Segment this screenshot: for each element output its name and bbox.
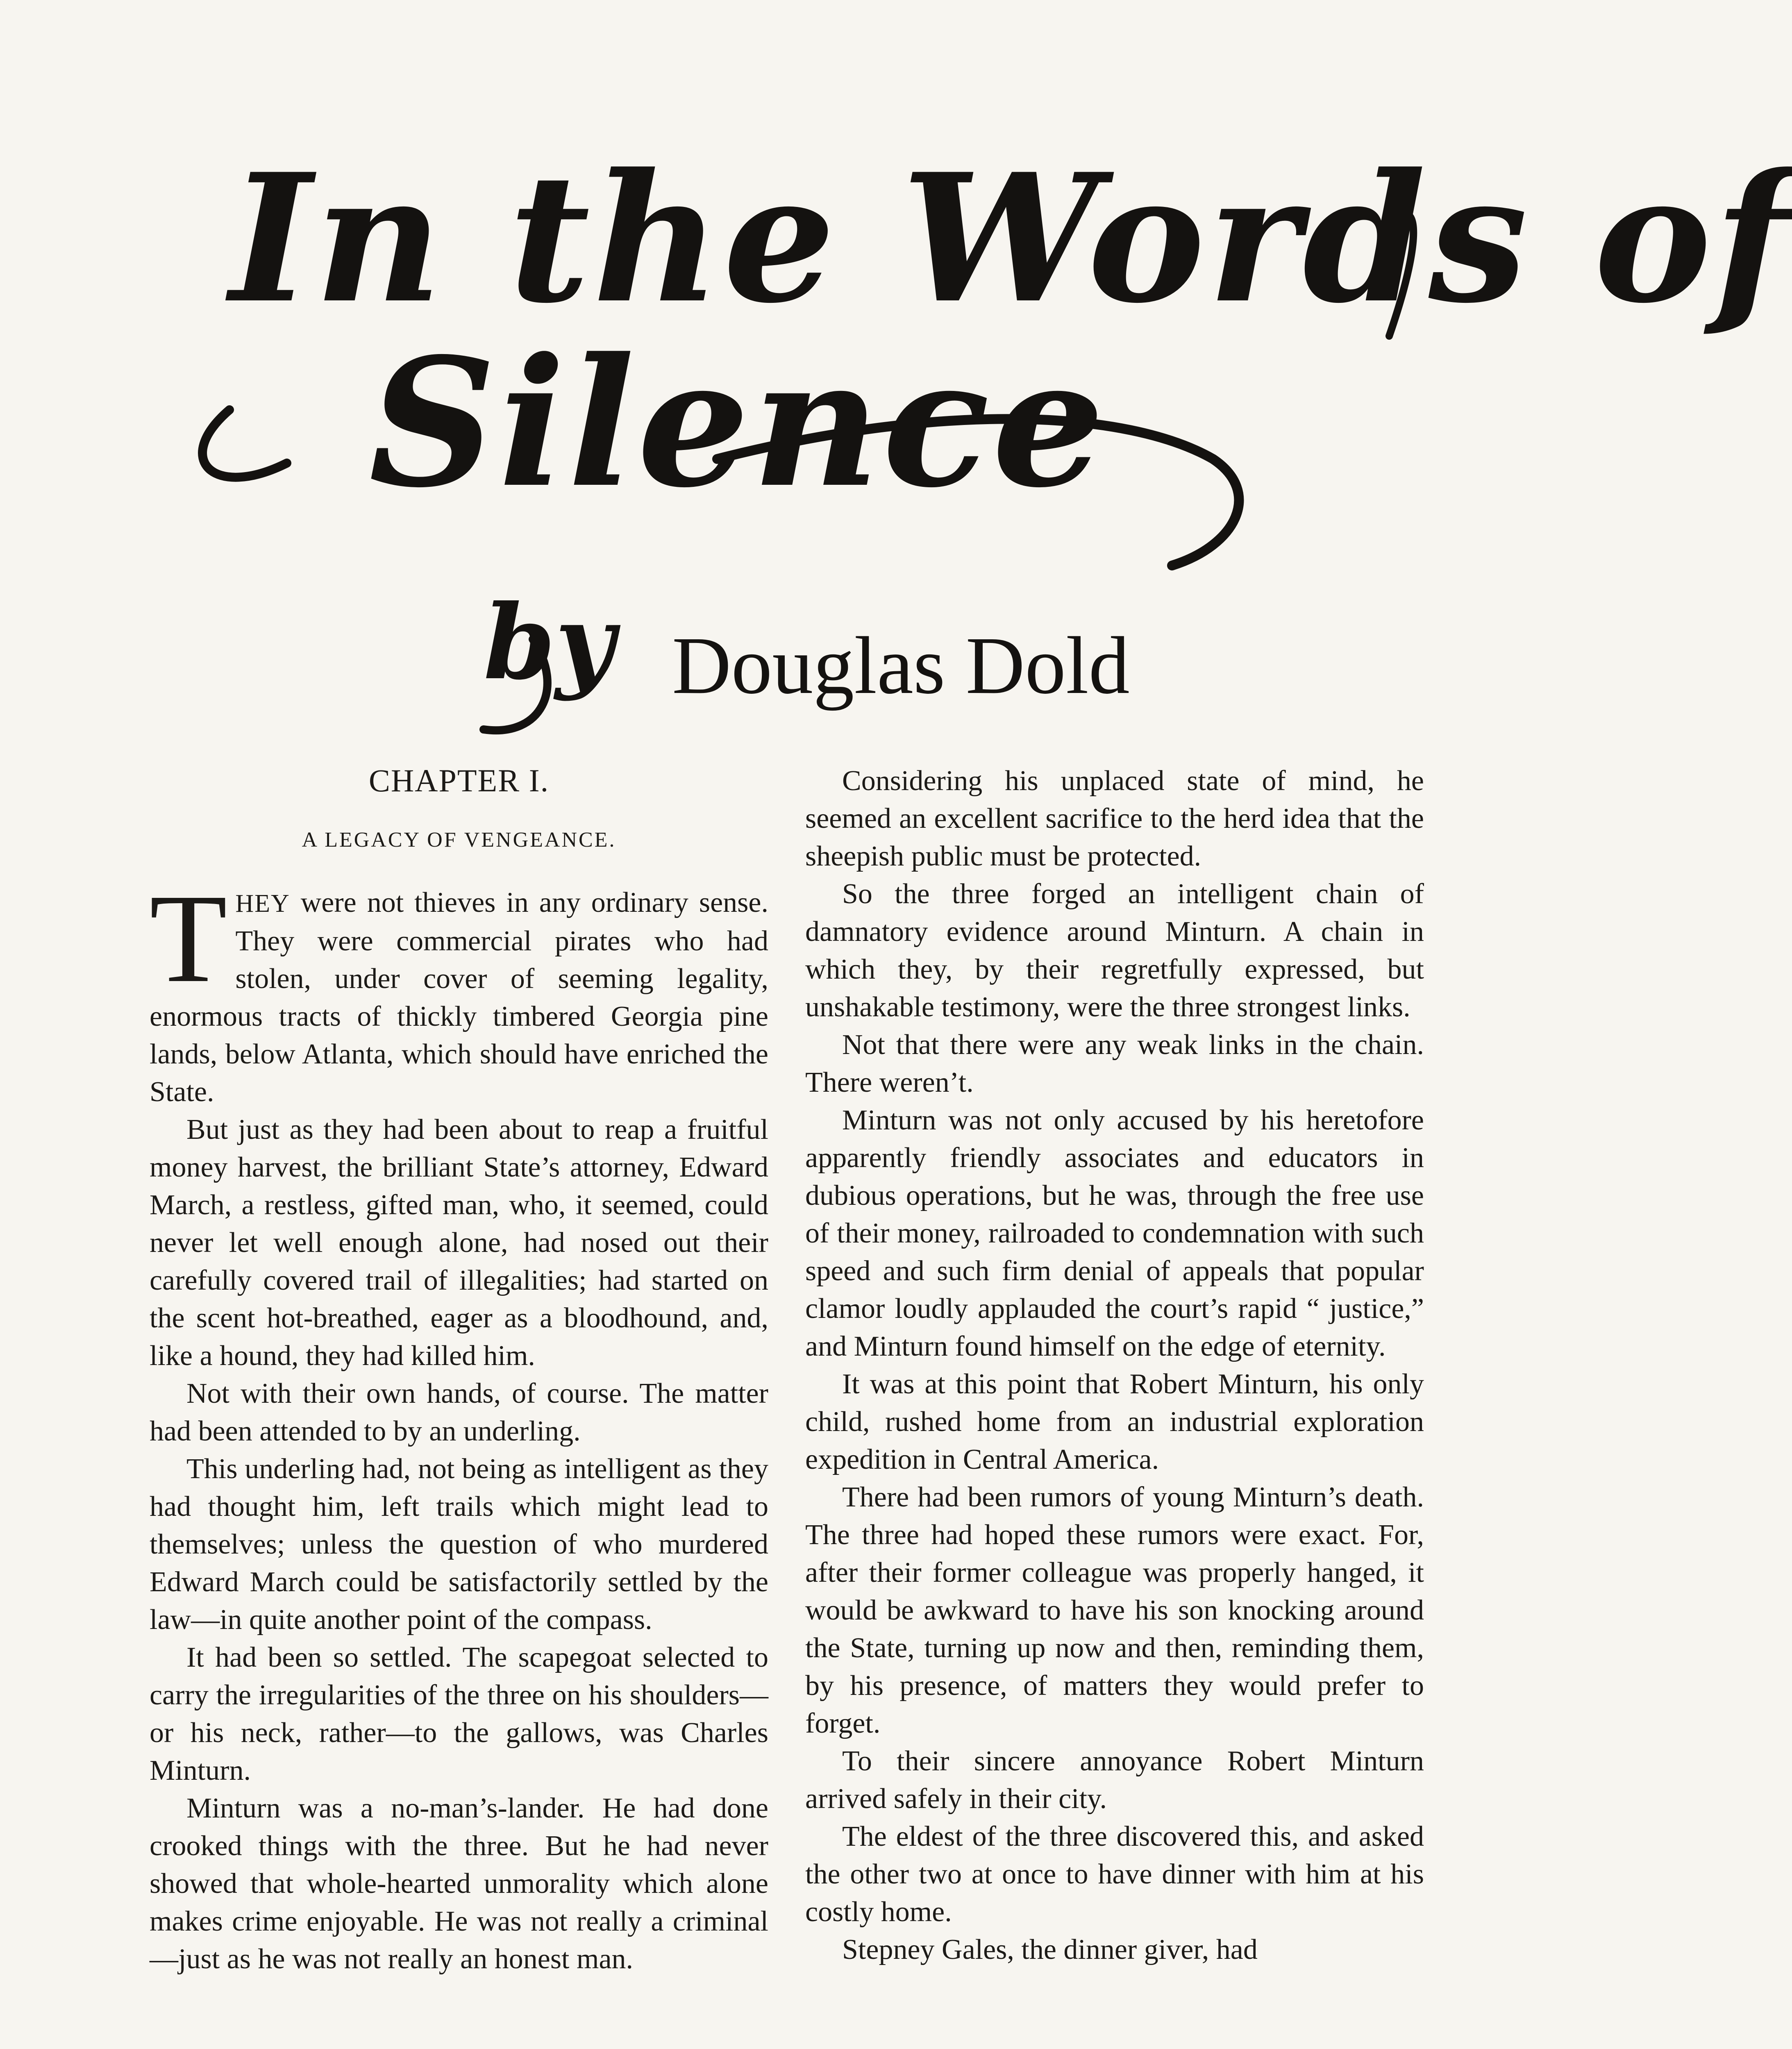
paragraph: It had been so settled. The scapegoat selected to carry the irregularities of the three on his shoulders—or his neck, rather—to the gallows, was Charles Minturn. [150,1642,768,1786]
chapter-subtitle: A LEGACY OF VENGEANCE. [302,828,616,852]
paragraph: It was at this point that Robert Minturn, his only child, rushed home from an industrial exploration expedition in Central America. [805,1368,1424,1475]
lead-in-text: HEY [235,890,290,918]
paragraph: There had been rumors of young Minturn’s death. The three had hoped these rumors were exact. For, after their former colleague was properly hanged, it would be awkward to have his son knocking around the State, turning up now and then, reminding them, by his presence, of matters they would prefer to forget. [805,1481,1424,1739]
left-column [150,762,768,1978]
byline-by: by [484,582,615,702]
paragraph: Minturn was not only accused by his heretofore apparently friendly associates and educators in dubious operations, but he was, through the free use of their money, railroaded to condemnation with such speed and such firm denial of appeals that popular clamor loudly applauded the court’s rapid “ justice,” and Minturn found himself on the edge of eternity. [805,1104,1424,1362]
paragraph: Not that there were any weak links in the chain. There weren’t. [805,1029,1424,1098]
paragraph: So the three forged an intelligent chain of damnatory evidence around Minturn. A chain in which they, by their regretfully expressed, but unshakable testimony, were the three strongest links. [805,878,1424,1023]
paragraph: But just as they had been about to reap a fruitful money harvest, the brilliant State’s attorney, Edward March, a restless, gifted man, who, it seemed, could never let well enough alone, had nosed out their carefully covered trail of illegalities; had started on the scent hot-breathed, eager as a bloodhound, and, like a hound, they had killed him. [150,1114,768,1372]
paragraph: Considering his unplaced state of mind, he seemed an excellent sacrifice to the herd idea that the sheepish public must be protected. [805,765,1424,872]
drop-cap: T [150,868,227,1009]
story-title-line-2: Silence [369,320,1107,527]
paragraph: To their sincere annoyance Robert Minturn arrived safely in their city. [805,1745,1424,1815]
author-name: Douglas Dold [672,620,1130,711]
chapter-heading: CHAPTER I. [368,763,550,798]
paragraph: Minturn was a no-man’s-lander. He had done crooked things with the three. But he had never showed that whole-hearted unmorality which alone makes crime enjoyable. He was not really a criminal—just as he was not really an honest man. [150,1792,768,1975]
story-title-line-1: In the Words of [229,135,1792,342]
paragraph: The eldest of the three discovered this, and asked the other two at once to have dinner with him at his costly home. [805,1821,1424,1928]
paragraph: Not with their own hands, of course. The matter had been attended to by an underling. [150,1378,768,1447]
paragraph-text: were not thieves in any ordinary sense. They were commercial pirates who had stolen, under cover of seeming legality, enormous tracts of thickly timbered Georgia pine lands, below Atlanta, which should have enriched the State. [150,887,768,1108]
paragraph: Stepney Gales, the dinner giver, had [842,1934,1258,1965]
right-column [805,762,1424,1969]
paragraph [150,868,768,1111]
paragraph: This underling had, not being as intelligent as they had thought him, left trails which might lead to themselves; unless the question of who murdered Edward March could be satisfactorily settled by the law—in quite another point of the compass. [150,1453,768,1636]
